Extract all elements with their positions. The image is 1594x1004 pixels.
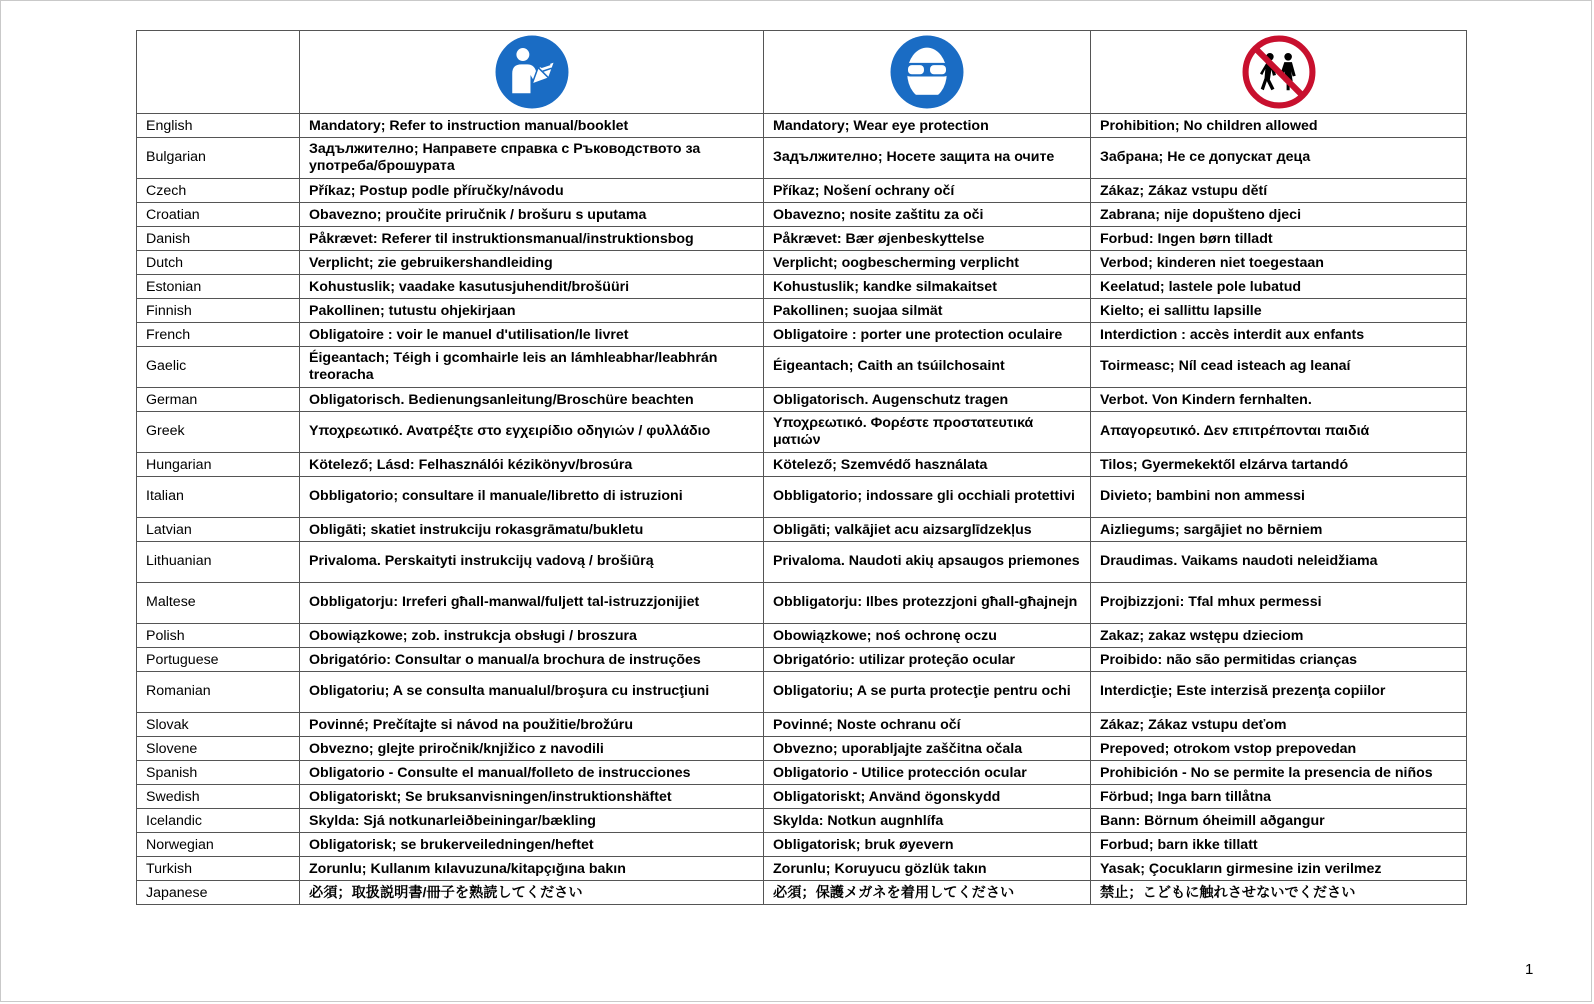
- no-children-translation-cell: 禁止；こどもに触れさせないでください: [1091, 881, 1467, 905]
- table-row: [137, 323, 1467, 347]
- eye-protection-translation-cell: 必須；保護メガネを着用してください: [764, 881, 1091, 905]
- manual-translation-cell: Obligatorisk; se brukerveiledningen/heftet: [300, 833, 764, 857]
- manual-translation-cell: Задължително; Направете справка с Ръководството за употреба/брошурата: [300, 138, 764, 179]
- language-cell: German: [137, 388, 300, 412]
- language-cell: Danish: [137, 227, 300, 251]
- eye-protection-translation-cell: Pakollinen; suojaa silmät: [764, 299, 1091, 323]
- manual-translation-cell: Obbligatorio; consultare il manuale/libretto di istruzioni: [300, 477, 764, 518]
- manual-translation-cell: Obavezno; proučite priručnik / brošuru s uputama: [300, 203, 764, 227]
- language-cell: Hungarian: [137, 453, 300, 477]
- no-children-translation-cell: Prepoved; otrokom vstop prepovedan: [1091, 737, 1467, 761]
- no-children-translation-cell: Забрана; Не се допускат деца: [1091, 138, 1467, 179]
- eye-protection-translation-cell: Påkrævet: Bær øjenbeskyttelse: [764, 227, 1091, 251]
- eye-protection-translation-cell: Verplicht; oogbescherming verplicht: [764, 251, 1091, 275]
- no-children-translation-cell: Interdiction : accès interdit aux enfants: [1091, 323, 1467, 347]
- no-children-translation-cell: Divieto; bambini non ammessi: [1091, 477, 1467, 518]
- language-cell: Slovak: [137, 713, 300, 737]
- manual-translation-cell: Pakollinen; tutustu ohjekirjaan: [300, 299, 764, 323]
- eye-protection-translation-cell: Povinné; Noste ochranu očí: [764, 713, 1091, 737]
- eye-protection-translation-cell: Obowiązkowe; noś ochronę oczu: [764, 624, 1091, 648]
- language-cell: Latvian: [137, 518, 300, 542]
- manual-translation-cell: Kohustuslik; vaadake kasutusjuhendit/brošüüri: [300, 275, 764, 299]
- no-children-translation-cell: Forbud: Ingen børn tilladt: [1091, 227, 1467, 251]
- manual-icon-cell: [300, 31, 764, 114]
- table-row: [137, 542, 1467, 583]
- no-children-translation-cell: Verbod; kinderen niet toegestaan: [1091, 251, 1467, 275]
- manual-translation-cell: Obligatoriskt; Se bruksanvisningen/instruktionshäftet: [300, 785, 764, 809]
- manual-translation-cell: 必須；取扱説明書/冊子を熟読してください: [300, 881, 764, 905]
- eye-protection-translation-cell: Υποχρεωτικό. Φορέστε προστατευτικά ματιών: [764, 412, 1091, 453]
- language-cell: French: [137, 323, 300, 347]
- manual-translation-cell: Kötelező; Lásd: Felhasználói kézikönyv/brosúra: [300, 453, 764, 477]
- language-cell: Swedish: [137, 785, 300, 809]
- no-children-translation-cell: Toirmeasc; Níl cead isteach ag leanaí: [1091, 347, 1467, 388]
- eye-protection-translation-cell: Mandatory; Wear eye protection: [764, 114, 1091, 138]
- no-children-translation-cell: Verbot. Von Kindern fernhalten.: [1091, 388, 1467, 412]
- table-row: [137, 857, 1467, 881]
- no-children-translation-cell: Tilos; Gyermekektől elzárva tartandó: [1091, 453, 1467, 477]
- table-row: [137, 672, 1467, 713]
- language-cell: Maltese: [137, 583, 300, 624]
- no-children-translation-cell: Zákaz; Zákaz vstupu deťom: [1091, 713, 1467, 737]
- language-cell: Lithuanian: [137, 542, 300, 583]
- no-children-translation-cell: Forbud; barn ikke tillatt: [1091, 833, 1467, 857]
- table-row: [137, 737, 1467, 761]
- no-children-translation-cell: Projbizzjoni: Tfal mhux permessi: [1091, 583, 1467, 624]
- no-children-translation-cell: Draudimas. Vaikams naudoti neleidžiama: [1091, 542, 1467, 583]
- table-row: [137, 713, 1467, 737]
- manual-translation-cell: Povinné; Prečítajte si návod na použitie/brožúru: [300, 713, 764, 737]
- manual-translation-cell: Obrigatório: Consultar o manual/a brochura de instruções: [300, 648, 764, 672]
- no-children-translation-cell: Förbud; Inga barn tillåtna: [1091, 785, 1467, 809]
- no-children-translation-cell: Interdicţie; Este interzisă prezenţa copiilor: [1091, 672, 1467, 713]
- eye-protection-translation-cell: Obvezno; uporabljajte zaščitna očala: [764, 737, 1091, 761]
- no-children-icon-cell: [1091, 31, 1467, 114]
- table-row: [137, 833, 1467, 857]
- wear-eye-protection-icon: [889, 34, 965, 110]
- no-children-translation-cell: Yasak; Çocukların girmesine izin verilmez: [1091, 857, 1467, 881]
- table-row: [137, 275, 1467, 299]
- eye-protection-translation-cell: Skylda: Notkun augnhlífa: [764, 809, 1091, 833]
- table-row: [137, 477, 1467, 518]
- page-number: 1: [1525, 961, 1534, 978]
- manual-translation-cell: Påkrævet: Referer til instruktionsmanual/instruktionsbog: [300, 227, 764, 251]
- language-cell: Turkish: [137, 857, 300, 881]
- language-cell: Norwegian: [137, 833, 300, 857]
- eye-protection-translation-cell: Obligatorisch. Augenschutz tragen: [764, 388, 1091, 412]
- language-cell: Slovene: [137, 737, 300, 761]
- table-row: [137, 114, 1467, 138]
- eye-protection-translation-cell: Obbligatorju: Ilbes protezzjoni għall-għajnejn: [764, 583, 1091, 624]
- manual-translation-cell: Příkaz; Postup podle příručky/návodu: [300, 179, 764, 203]
- language-cell: Dutch: [137, 251, 300, 275]
- manual-translation-cell: Obligāti; skatiet instrukciju rokasgrāmatu/bukletu: [300, 518, 764, 542]
- eye-icon-cell: [764, 31, 1091, 114]
- no-children-translation-cell: Keelatud; lastele pole lubatud: [1091, 275, 1467, 299]
- manual-translation-cell: Zorunlu; Kullanım kılavuzuna/kitapçığına bakın: [300, 857, 764, 881]
- table-row: [137, 203, 1467, 227]
- no-children-translation-cell: Prohibition; No children allowed: [1091, 114, 1467, 138]
- manual-translation-cell: Mandatory; Refer to instruction manual/booklet: [300, 114, 764, 138]
- language-cell: English: [137, 114, 300, 138]
- table-row: [137, 347, 1467, 388]
- icon-header-row: [137, 31, 1467, 114]
- no-children-translation-cell: Zakaz; zakaz wstępu dzieciom: [1091, 624, 1467, 648]
- eye-protection-translation-cell: Kötelező; Szemvédő használata: [764, 453, 1091, 477]
- no-children-translation-cell: Zabrana; nije dopušteno djeci: [1091, 203, 1467, 227]
- language-cell: Portuguese: [137, 648, 300, 672]
- manual-translation-cell: Obligatoire : voir le manuel d'utilisation/le livret: [300, 323, 764, 347]
- table-row: [137, 227, 1467, 251]
- table-row: [137, 761, 1467, 785]
- language-cell: Greek: [137, 412, 300, 453]
- no-children-translation-cell: Aizliegums; sargājiet no bērniem: [1091, 518, 1467, 542]
- manual-translation-cell: Obowiązkowe; zob. instrukcja obsługi / broszura: [300, 624, 764, 648]
- eye-protection-translation-cell: Задължително; Носете защита на очите: [764, 138, 1091, 179]
- manual-translation-cell: Éigeantach; Téigh i gcomhairle leis an lámhleabhar/leabhrán treoracha: [300, 347, 764, 388]
- manual-translation-cell: Obvezno; glejte priročnik/knjižico z navodili: [300, 737, 764, 761]
- empty-header-cell: [137, 31, 300, 114]
- table-row: [137, 251, 1467, 275]
- eye-protection-translation-cell: Obrigatório: utilizar proteção ocular: [764, 648, 1091, 672]
- eye-protection-translation-cell: Obligatoriskt; Använd ögonskydd: [764, 785, 1091, 809]
- manual-translation-cell: Obbligatorju: Irreferi għall-manwal/fuljett tal-istruzzjonijiet: [300, 583, 764, 624]
- language-cell: Czech: [137, 179, 300, 203]
- eye-protection-translation-cell: Obligāti; valkājiet acu aizsarglīdzekļus: [764, 518, 1091, 542]
- no-children-icon: [1241, 34, 1317, 110]
- eye-protection-translation-cell: Éigeantach; Caith an tsúilchosaint: [764, 347, 1091, 388]
- eye-protection-translation-cell: Příkaz; Nošení ochrany očí: [764, 179, 1091, 203]
- table-row: [137, 624, 1467, 648]
- eye-protection-translation-cell: Obavezno; nosite zaštitu za oči: [764, 203, 1091, 227]
- eye-protection-translation-cell: Zorunlu; Koruyucu gözlük takın: [764, 857, 1091, 881]
- table-row: [137, 388, 1467, 412]
- language-cell: Romanian: [137, 672, 300, 713]
- no-children-translation-cell: Proibido: não são permitidas crianças: [1091, 648, 1467, 672]
- language-cell: Estonian: [137, 275, 300, 299]
- eye-protection-translation-cell: Obligatorio - Utilice protección ocular: [764, 761, 1091, 785]
- no-children-translation-cell: Bann: Börnum óheimill aðgangur: [1091, 809, 1467, 833]
- language-cell: Gaelic: [137, 347, 300, 388]
- language-cell: Spanish: [137, 761, 300, 785]
- eye-protection-translation-cell: Obligatoriu; A se purta protecţie pentru ochi: [764, 672, 1091, 713]
- language-cell: Icelandic: [137, 809, 300, 833]
- language-cell: Italian: [137, 477, 300, 518]
- manual-translation-cell: Υποχρεωτικό. Ανατρέξτε στο εγχειρίδιο οδηγιών / φυλλάδιο: [300, 412, 764, 453]
- language-cell: Croatian: [137, 203, 300, 227]
- table-row: [137, 412, 1467, 453]
- safety-sign-translation-table: [136, 30, 1467, 905]
- table-row: [137, 138, 1467, 179]
- table-row: [137, 809, 1467, 833]
- manual-translation-cell: Obligatorio - Consulte el manual/folleto de instrucciones: [300, 761, 764, 785]
- manual-translation-cell: Obligatoriu; A se consulta manualul/broşura cu instrucţiuni: [300, 672, 764, 713]
- no-children-translation-cell: Prohibición - No se permite la presencia de niños: [1091, 761, 1467, 785]
- eye-protection-translation-cell: Obligatorisk; bruk øyevern: [764, 833, 1091, 857]
- manual-translation-cell: Obligatorisch. Bedienungsanleitung/Broschüre beachten: [300, 388, 764, 412]
- table-row: [137, 583, 1467, 624]
- table-row: [137, 299, 1467, 323]
- no-children-translation-cell: Απαγορευτικό. Δεν επιτρέπονται παιδιά: [1091, 412, 1467, 453]
- eye-protection-translation-cell: Obbligatorio; indossare gli occhiali protettivi: [764, 477, 1091, 518]
- manual-translation-cell: Skylda: Sjá notkunarleiðbeiningar/bækling: [300, 809, 764, 833]
- no-children-translation-cell: Zákaz; Zákaz vstupu dětí: [1091, 179, 1467, 203]
- manual-translation-cell: Privaloma. Perskaityti instrukcijų vadovą / brošiūrą: [300, 542, 764, 583]
- language-cell: Finnish: [137, 299, 300, 323]
- table-row: [137, 453, 1467, 477]
- language-cell: Bulgarian: [137, 138, 300, 179]
- table-row: [137, 179, 1467, 203]
- table-row: [137, 785, 1467, 809]
- no-children-translation-cell: Kielto; ei sallittu lapsille: [1091, 299, 1467, 323]
- table-row: [137, 518, 1467, 542]
- eye-protection-translation-cell: Kohustuslik; kandke silmakaitset: [764, 275, 1091, 299]
- table-row: [137, 881, 1467, 905]
- eye-protection-translation-cell: Obligatoire : porter une protection oculaire: [764, 323, 1091, 347]
- eye-protection-translation-cell: Privaloma. Naudoti akių apsaugos priemones: [764, 542, 1091, 583]
- table-row: [137, 648, 1467, 672]
- manual-translation-cell: Verplicht; zie gebruikershandleiding: [300, 251, 764, 275]
- language-cell: Polish: [137, 624, 300, 648]
- refer-to-manual-icon: [494, 34, 570, 110]
- language-cell: Japanese: [137, 881, 300, 905]
